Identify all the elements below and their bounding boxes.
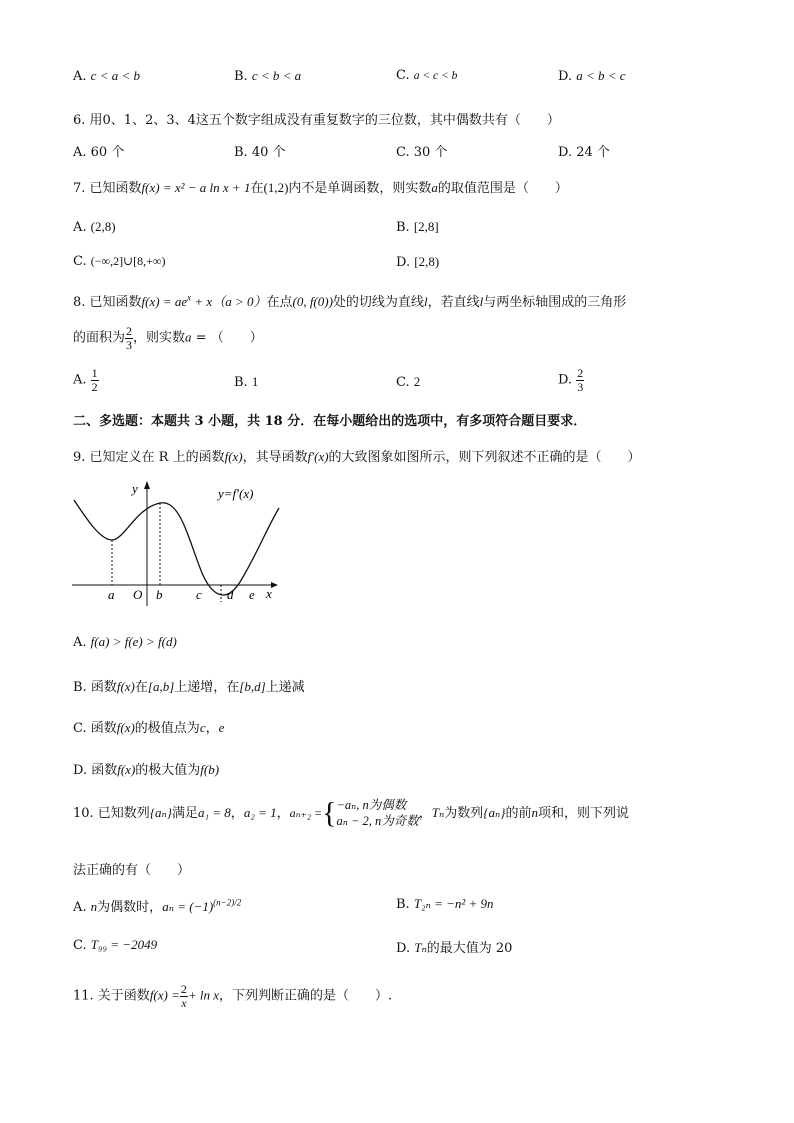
option-letter: B. xyxy=(234,375,248,390)
option-text: 的极值点为 xyxy=(134,721,200,736)
q6-stem: 6. 用0、1、2、3、4这五个数字组成没有重复数字的三位数，其中偶数共有（ ） xyxy=(73,113,560,128)
q8-mid: 在点 xyxy=(266,295,293,310)
q7-num: 7. 已知函数 xyxy=(73,181,142,196)
option-letter: A. xyxy=(73,635,87,650)
point-c-label: c xyxy=(196,587,202,602)
q10-c2: a₂ = 1 xyxy=(243,804,277,820)
option-expr: f(a) > f(e) > f(d) xyxy=(90,634,177,649)
q10-seq: {aₙ} xyxy=(149,804,172,820)
q10-sep: ， xyxy=(230,805,244,821)
q9-c: 的大致图象如图所示，则下列叙述不正确的是（ ） xyxy=(328,450,641,465)
fraction-numerator: 2 xyxy=(577,366,584,380)
option-func: f(x) xyxy=(116,679,135,694)
q9-option-a xyxy=(73,634,177,650)
option-sep: ， xyxy=(205,721,219,736)
q5-option-a xyxy=(73,68,140,84)
q11-a: 11. 关于函数 xyxy=(73,988,150,1004)
q5-option-b xyxy=(234,68,301,84)
q7-option-b xyxy=(396,219,439,235)
q8-tail3: 与两坐标轴围成的三角形 xyxy=(483,295,627,310)
option-letter: D. xyxy=(396,255,411,270)
option-text: B. 函数 xyxy=(73,680,117,695)
option-letter: B. xyxy=(396,220,410,235)
q9-a: 9. 已知定义在 R 上的函数 xyxy=(73,450,225,465)
q9-b: ，其导函数 xyxy=(242,450,308,465)
q8-func-tail: + x xyxy=(191,294,213,309)
option-letter: B. xyxy=(396,897,410,912)
q8-option-c xyxy=(396,374,420,390)
option-var: c xyxy=(199,720,206,735)
option-fraction xyxy=(91,367,99,393)
option-letter: C. xyxy=(396,375,410,390)
fraction-denominator: x xyxy=(181,995,187,1010)
q7-tail2: 的取值范围是（ ） xyxy=(437,181,568,196)
q7-mid: 在 xyxy=(250,181,264,196)
option-expr: [2,8) xyxy=(414,254,440,269)
q8-cond: （a > 0） xyxy=(212,294,267,309)
q10-n: n xyxy=(531,804,538,820)
option-expr: (−∞,2]∪[8,+∞) xyxy=(90,254,166,268)
q8-stem-line2 xyxy=(73,325,263,351)
option-text: C. 函数 xyxy=(73,721,117,736)
q5-option-c xyxy=(396,68,457,83)
q8-option-d xyxy=(558,367,584,393)
q6-option-c: C. 30 个 xyxy=(396,145,448,160)
q7-tail: 内不是单调函数，则实数 xyxy=(288,181,432,196)
x-axis-arrow xyxy=(271,582,278,588)
q7-var: a xyxy=(431,180,438,195)
point-a-label: a xyxy=(108,587,115,602)
point-d-label: d xyxy=(227,587,234,602)
q10-option-d xyxy=(396,937,512,956)
section-heading: 二、多选题：本题共 3 小题，共 18 分．在每小题给出的选项中，有多项符合题目要求． xyxy=(73,414,587,429)
q8-var: a xyxy=(185,329,192,345)
q10-stem-line2: 法正确的有（ ） xyxy=(73,863,191,878)
q8-tail2: ，若直线 xyxy=(427,295,480,310)
option-func: f(x) xyxy=(116,720,135,735)
point-e-label: e xyxy=(249,587,255,602)
option-expr: (2,8) xyxy=(90,219,116,234)
q9-option-b xyxy=(73,676,305,695)
q8-option-a xyxy=(73,367,99,393)
case-line: aₙ − 2, n为奇数 xyxy=(336,814,419,829)
y-label: y xyxy=(132,481,138,496)
option-letter: A. xyxy=(73,900,87,915)
q8-option-b xyxy=(234,374,258,390)
q8-area-fraction xyxy=(125,325,133,351)
option-func: f(x) xyxy=(117,762,136,777)
q11-stem xyxy=(73,983,392,1009)
q10-e: 为数列 xyxy=(444,805,484,821)
option-expr: T₂ₙ = −n² + 9n xyxy=(413,896,494,911)
q7-stem xyxy=(73,177,568,196)
option-letter: D. xyxy=(396,941,411,956)
q10-option-c xyxy=(73,937,157,953)
q9-f: f(x) xyxy=(224,449,243,464)
derivative-graph xyxy=(70,478,285,610)
option-text: 的极大值为 xyxy=(135,763,201,778)
q10-sep: ， xyxy=(276,805,290,821)
cases-brace: { xyxy=(322,796,337,830)
q10-option-b xyxy=(396,896,494,912)
q9-stem xyxy=(73,446,641,465)
option-expr: aₙ = (−1) xyxy=(162,899,214,914)
q10-recurrence: aₙ₊₂ = xyxy=(289,805,323,820)
option-exponent: (n−2)/2 xyxy=(213,897,242,908)
q8-line2c: = （ ） xyxy=(191,330,263,346)
q9-option-c xyxy=(73,717,224,736)
curve-label: y=f′(x) xyxy=(218,486,254,501)
q8-stem xyxy=(73,291,626,310)
q8-tail: 处的切线为直线 xyxy=(332,295,424,310)
fraction-denominator: 3 xyxy=(577,379,584,394)
q6-option-a: A. 60 个 xyxy=(73,145,125,160)
q11-b: ，下列判断正确的是（ ）. xyxy=(219,988,393,1004)
q8-line2a: 的面积为 xyxy=(73,330,126,346)
q10-stem xyxy=(73,797,629,830)
option-expr: [2,8] xyxy=(413,219,439,234)
q10-option-a xyxy=(73,896,241,915)
q11-fraction xyxy=(180,983,188,1009)
q8-line-var: l xyxy=(423,294,428,309)
q10-c1: a₁ = 8 xyxy=(198,804,231,820)
option-text: 上递减 xyxy=(265,680,305,695)
q6-option-d: D. 24 个 xyxy=(558,145,610,160)
q10-cases xyxy=(337,797,419,830)
case-line: −aₙ, n为偶数 xyxy=(336,798,407,812)
q10-seq2: {aₙ} xyxy=(483,804,506,820)
option-letter: D. xyxy=(558,69,573,84)
q10-g: 项和，则下列说 xyxy=(537,805,629,821)
q7-option-d xyxy=(396,254,439,270)
option-text: 为偶数时， xyxy=(97,900,163,915)
q8-num: 8. 已知函数 xyxy=(73,295,142,310)
q7-option-c xyxy=(73,254,165,269)
option-var: Tₙ xyxy=(414,940,427,955)
y-axis-arrow xyxy=(144,481,150,489)
q8-line-var: l xyxy=(479,294,484,309)
option-var: e xyxy=(218,720,225,735)
q8-func-sup: x xyxy=(187,292,192,303)
fraction-numerator: 1 xyxy=(91,366,98,380)
q8-point: (0, f(0)) xyxy=(292,294,333,309)
q10-a: 10. 已知数列 xyxy=(73,805,150,821)
option-letter: A. xyxy=(73,372,87,388)
q6-option-b: B. 40 个 xyxy=(234,145,286,160)
fraction-denominator: 3 xyxy=(126,337,133,352)
option-text: 在 xyxy=(134,680,148,695)
q9-option-d xyxy=(73,759,219,778)
origin-label: O xyxy=(133,587,143,602)
option-text: 的最大值为 20 xyxy=(426,941,513,956)
option-value: f(b) xyxy=(200,762,220,777)
option-expr: 2 xyxy=(413,374,421,389)
fraction-numerator: 2 xyxy=(180,982,187,996)
option-var: n xyxy=(90,899,98,914)
q10-T: Tₙ xyxy=(431,804,445,820)
q11-f: f(x) = xyxy=(149,987,180,1003)
option-text: 上递增，在 xyxy=(174,680,240,695)
option-expr: a < b < c xyxy=(576,68,626,83)
option-interval: [a,b] xyxy=(147,679,175,694)
fraction-denominator: 2 xyxy=(91,379,98,394)
option-expr: c < a < b xyxy=(90,68,140,83)
option-expr: c < b < a xyxy=(251,68,302,83)
q10-d: ， xyxy=(418,805,432,821)
fraction-numerator: 2 xyxy=(126,324,133,338)
option-letter: A. xyxy=(73,220,87,235)
option-expr: T₉₉ = −2049 xyxy=(90,937,158,952)
option-letter: B. xyxy=(234,69,248,84)
option-text: D. 函数 xyxy=(73,763,118,778)
q5-option-d xyxy=(558,68,626,84)
option-letter: C. xyxy=(396,68,410,83)
q8-line2b: ，则实数 xyxy=(133,330,186,346)
q7-option-a xyxy=(73,219,116,235)
q10-b: 满足 xyxy=(171,805,198,821)
option-interval: [b,d] xyxy=(239,679,266,694)
q10-f: 的前 xyxy=(505,805,532,821)
option-fraction xyxy=(576,367,584,393)
option-letter: C. xyxy=(73,254,87,269)
option-letter: D. xyxy=(558,372,573,388)
derivative-curve xyxy=(74,500,279,595)
option-expr: 1 xyxy=(251,374,259,389)
q11-rest: + ln x xyxy=(187,987,220,1003)
option-letter: C. xyxy=(73,938,87,953)
q8-func: f(x) = ae xyxy=(141,294,188,309)
q9-fp: f′(x) xyxy=(307,449,329,464)
point-b-label: b xyxy=(156,587,163,602)
option-letter: A. xyxy=(73,69,87,84)
option-expr: a < c < b xyxy=(413,70,458,82)
q7-func: f(x) = x² − a ln x + 1 xyxy=(141,180,251,195)
q7-interval: (1,2) xyxy=(263,180,289,195)
x-label: x xyxy=(266,586,272,601)
